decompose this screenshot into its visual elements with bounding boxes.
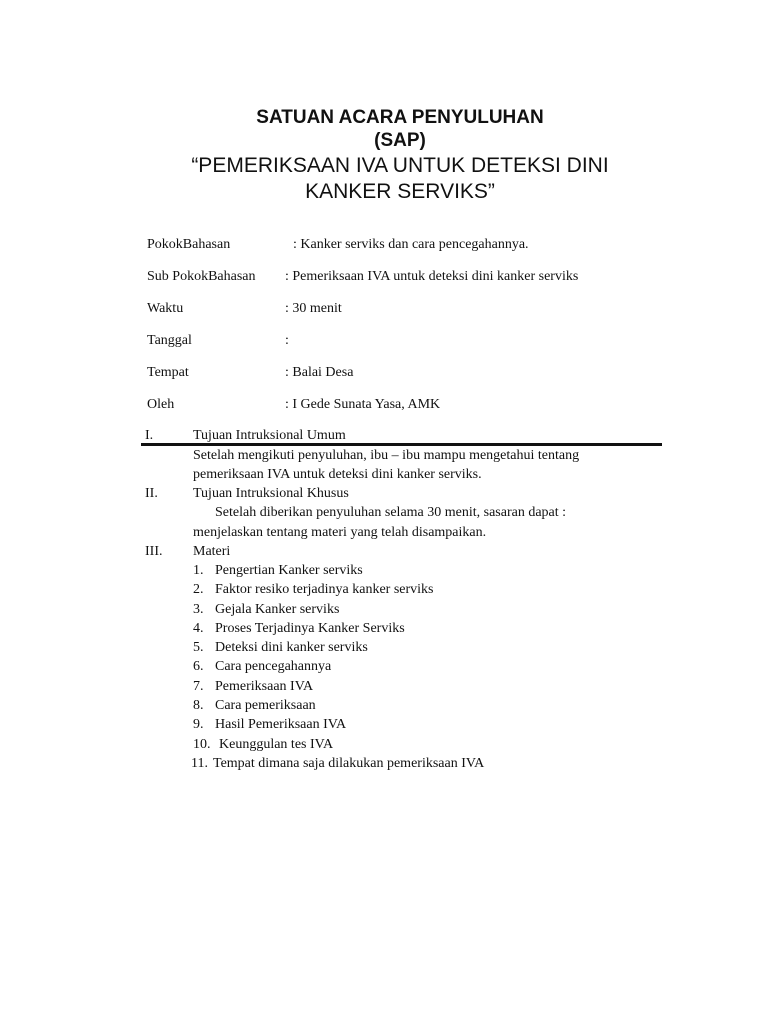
document-title [140, 106, 660, 205]
list-item-number: 3. [193, 601, 204, 617]
title-line-4: KANKER SERVIKS” [305, 180, 495, 203]
list-item-number: 2. [193, 582, 204, 598]
info-label: Tanggal [147, 333, 192, 348]
info-label: Tempat [147, 365, 189, 380]
section-body-line: pemeriksaan IVA untuk deteksi dini kanker serviks. [193, 466, 482, 482]
list-item-text: Pemeriksaan IVA [215, 678, 314, 694]
section-number: I. [145, 428, 154, 443]
section-tujuan-khusus [145, 484, 665, 544]
info-label: Oleh [147, 397, 175, 412]
info-value: : 30 menit [285, 301, 342, 316]
list-item-text: Faktor resiko terjadinya kanker serviks [215, 582, 434, 598]
list-item-text: Cara pemeriksaan [215, 698, 316, 714]
list-item-number: 6. [193, 659, 204, 675]
list-item-number: 1. [193, 563, 204, 578]
section-title: Tujuan Intruksional Umum [193, 428, 346, 443]
list-item-text: Cara pencegahannya [215, 659, 332, 675]
info-value: : [285, 333, 289, 348]
list-item-text: Proses Terjadinya Kanker Serviks [215, 620, 405, 636]
list-item-number: 8. [193, 698, 204, 714]
list-item-text: Gejala Kanker serviks [215, 601, 340, 617]
list-item-text: Deteksi dini kanker serviks [215, 640, 368, 656]
info-label: Sub PokokBahasan [147, 269, 256, 284]
info-label: PokokBahasan [147, 237, 231, 252]
list-item-number: 10. [193, 736, 211, 752]
section-tujuan-umum [145, 426, 665, 486]
info-label: Waktu [147, 301, 184, 316]
title-line-2: (SAP) [374, 130, 426, 151]
list-item-number: 5. [193, 640, 204, 656]
list-item-number: 7. [193, 678, 204, 694]
section-number: II. [145, 486, 158, 501]
list-item-text: Tempat dimana saja dilakukan pemeriksaan IVA [213, 755, 485, 771]
horizontal-rule [141, 443, 662, 446]
list-item-number: 11. [191, 755, 208, 771]
list-item-text: Hasil Pemeriksaan IVA [215, 717, 347, 733]
section-body-line: menjelaskan tentang materi yang telah disampaikan. [193, 524, 487, 540]
list-item-number: 4. [193, 620, 204, 636]
info-value: : Kanker serviks dan cara pencegahannya. [293, 237, 529, 252]
list-item-text: Pengertian Kanker serviks [215, 563, 363, 578]
section-body-line: Setelah diberikan penyuluhan selama 30 menit, sasaran dapat : [215, 505, 567, 521]
section-title: Materi [193, 544, 231, 559]
section-title: Tujuan Intruksional Khusus [193, 486, 349, 501]
info-value: : Pemeriksaan IVA untuk deteksi dini kanker serviks [285, 269, 579, 284]
section-number: III. [145, 544, 163, 559]
section-body-line: Setelah mengikuti penyuluhan, ibu – ibu mampu mengetahui tentang [193, 447, 580, 463]
list-item-text: Keunggulan tes IVA [219, 736, 334, 752]
section-materi [145, 542, 665, 562]
title-line-3: “PEMERIKSAAN IVA UNTUK DETEKSI DINI [191, 154, 609, 177]
info-value: : I Gede Sunata Yasa, AMK [285, 397, 441, 412]
list-item-number: 9. [193, 717, 204, 733]
info-value: : Balai Desa [285, 365, 354, 380]
title-line-1: SATUAN ACARA PENYULUHAN [256, 107, 544, 128]
